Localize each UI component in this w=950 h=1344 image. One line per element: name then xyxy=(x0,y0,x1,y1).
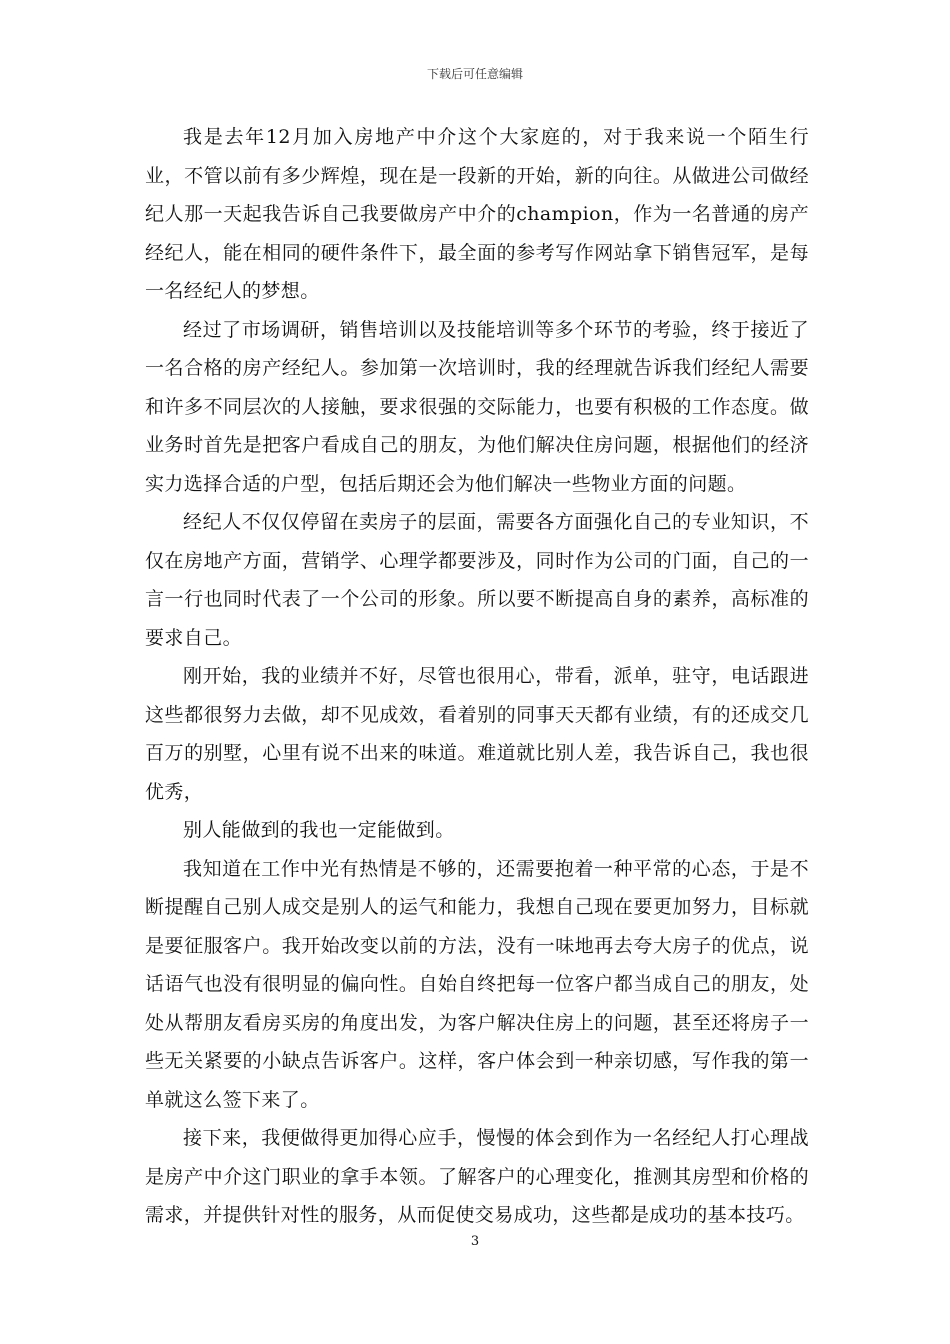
page-number: 3 xyxy=(470,1234,480,1249)
paragraph: 我知道在工作中光有热情是不够的，还需要抱着一种平常的心态，于是不断提醒自己别人成交是别人的运气和能力，我想自己现在要更加努力，目标就是要征服客户。我开始改变以前的方法，没有一味地再去夸大房子的优点，说话语气也没有很明显的偏向性。自始自终把每一位客户都当成自己的朋友，处处从帮朋友看房买房的角度出发，为客户解决住房上的问题，甚至还将房子一些无关紧要的小缺点告诉客户。这样，客户体会到一种亲切感，写作我的第一单就这么签下来了。 xyxy=(145,857,809,1111)
paragraph: 接下来，我便做得更加得心应手，慢慢的体会到作为一名经纪人打心理战是房产中介这门职业的拿手本领。了解客户的心理变化，推测其房型和价格的需求，并提供针对性的服务，从而促使交易成功，这些都是成功的基本技巧。 xyxy=(145,1127,809,1226)
paragraph: 经纪人不仅仅停留在卖房子的层面，需要各方面强化自己的专业知识，不仅在房地产方面，营销学、心理学都要涉及，同时作为公司的门面，自己的一言一行也同时代表了一个公司的形象。所以要不断提高自身的素养，高标准的要求自己。 xyxy=(145,511,809,649)
paragraph: 别人能做到的我也一定能做到。 xyxy=(183,819,455,841)
paragraph: 刚开始，我的业绩并不好，尽管也很用心，带看，派单，驻守，电话跟进这些都很努力去做，却不见成效，看着别的同事天天都有业绩，有的还成交几百万的别墅，心里有说不出来的味道。难道就比别人差，我告诉自己，我也很优秀， xyxy=(145,665,809,803)
paragraph: 经过了市场调研，销售培训以及技能培训等多个环节的考验，终于接近了一名合格的房产经纪人。参加第一次培训时，我的经理就告诉我们经纪人需要和许多不同层次的人接触，要求很强的交际能力，也要有积极的工作态度。做业务时首先是把客户看成自己的朋友，为他们解决住房问题，根据他们的经济实力选择合适的户型，包括后期还会为他们解决一些物业方面的问题。 xyxy=(145,318,809,495)
paragraph: 我是去年12月加入房地产中介这个大家庭的，对于我来说一个陌生行业，不管以前有多少辉煌，现在是一段新的开始，新的向往。从做进公司做经纪人那一天起我告诉自己我要做房产中介的champion，作为一名普通的房产经纪人，能在相同的硬件条件下，最全面的参考写作网站拿下销售冠军，是每一名经纪人的梦想。 xyxy=(145,126,809,302)
document-body xyxy=(145,118,809,1235)
page-header: 下载后可任意编辑 xyxy=(426,67,523,81)
